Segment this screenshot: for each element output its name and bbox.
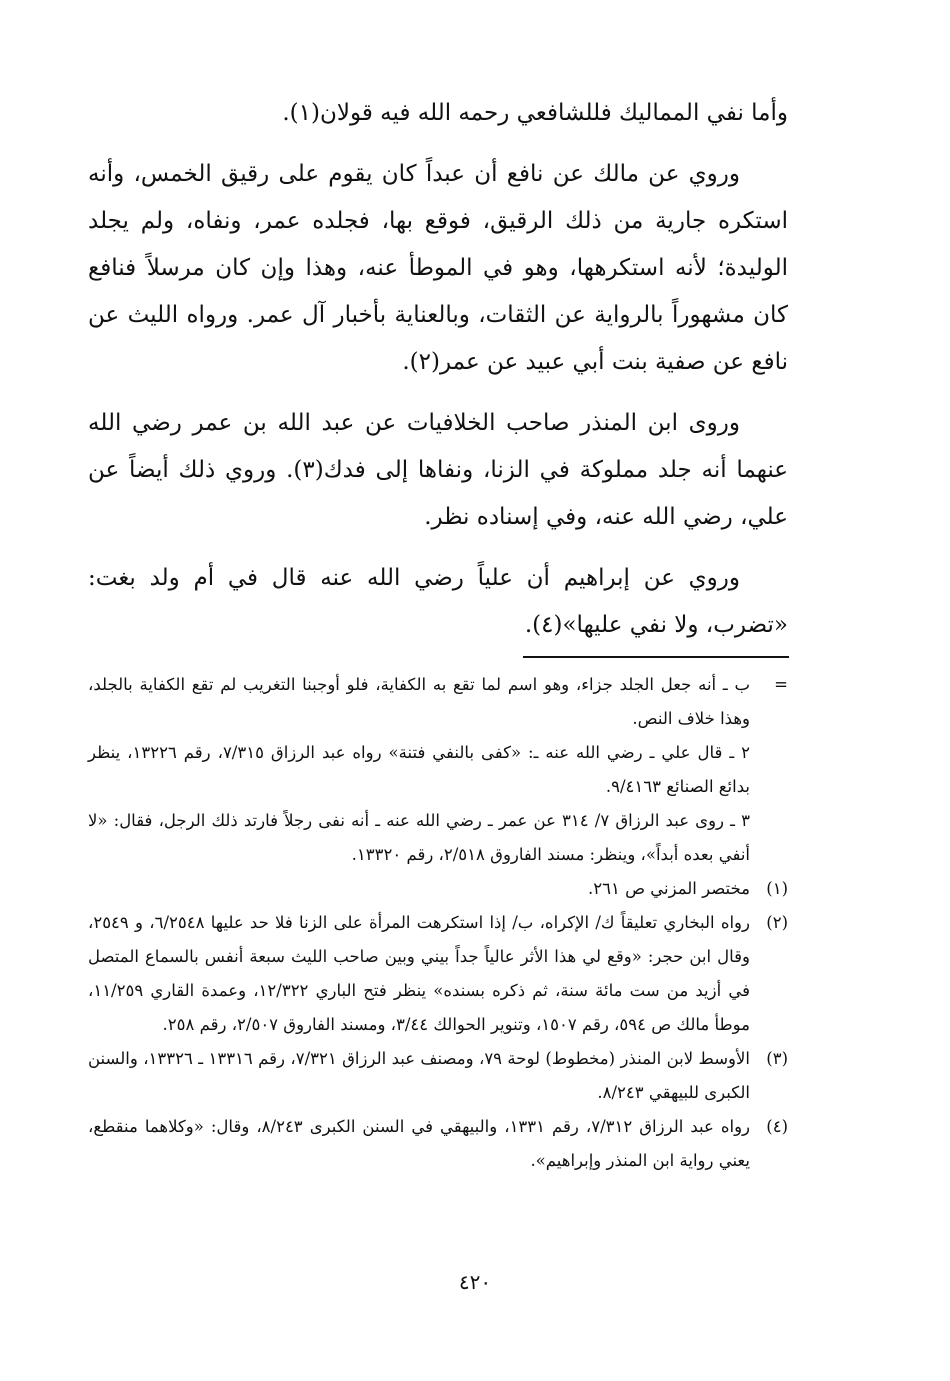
footnote-marker: (٢) bbox=[766, 913, 788, 932]
paragraph: وروي عن إبراهيم أن علياً رضي الله عنه قال في أم ولد بغت: «تضرب، ولا نفي عليها»(٤). bbox=[88, 565, 788, 638]
footnote-text: ب ـ أنه جعل الجلد جزاء، وهو اسم لما تقع به الكفاية، فلو أوجبنا التغريب لم تقع الكفاية بالجلد، وهذا خلاف النص. bbox=[88, 675, 750, 728]
paragraph: وأما نفي المماليك فللشافعي رحمه الله فيه قولان(١). bbox=[282, 100, 788, 126]
footnote-marker: (١) bbox=[766, 879, 788, 898]
paragraph: وروى ابن المنذر صاحب الخلافيات عن عبد الله بن عمر رضي الله عنهما أنه جلد مملوكة في الزنا، ونفاها إلى فدك(٣). وروي ذلك أيضاً عن علي، رضي الله عنه، وفي إسناده نظر. bbox=[88, 410, 789, 530]
footnote-marker: (٣) bbox=[766, 1049, 788, 1068]
footnote-marker: (٤) bbox=[766, 1117, 788, 1136]
main-text bbox=[88, 90, 788, 663]
footnote-continuation bbox=[88, 668, 788, 736]
footnote-text: مختصر المزني ص ٢٦١. bbox=[587, 879, 750, 898]
footnote bbox=[88, 906, 788, 1042]
footnote-text: الأوسط لابن المنذر (مخطوط) لوحة ٧٩، ومصنف عبد الرزاق ٧/٣٢١، رقم ١٣٣١٦ ـ ١٣٣٢٦، والسنن الكبرى للبيهقي ٨/٢٤٣. bbox=[88, 1049, 750, 1102]
footnote bbox=[88, 1042, 788, 1110]
footnote-subnote bbox=[88, 736, 788, 804]
footnote-text: رواه البخاري تعليقاً ك/ الإكراه، ب/ إذا استكرهت المرأة على الزنا فلا حد عليها ٦/٢٥٤٨، و ٢٥٤٩، وقال ابن حجر: «وقع لي هذا الأثر عالياً جداً بيني وبين صاحب الليث سبعة أنفس بالسماع المتصل في أزيد من ست مائة سنة، ثم ذكره بسنده» ينظر فتح الباري ١٢/٣٢٢، وعمدة القاري ١١/٢٥٩، موطأ مالك ص ٥٩٤، رقم ١٥٠٧، وتنوير الحوالك ٣/٤٤، ومسند الفاروق ٢/٥٠٧، رقم ٢٥٨. bbox=[88, 913, 750, 1034]
footnote-separator bbox=[523, 656, 789, 658]
page-number: ٤٢٠ bbox=[458, 1270, 492, 1294]
footnote-text: ٣ ـ روى عبد الرزاق ٧/ ٣١٤ عن عمر ـ رضي الله عنه ـ أنه نفى رجلاً فارتد ذلك الرجل، فقال: «لا أنفي بعده أبداً»، وينظر: مسند الفاروق ٢/٥١٨، رقم ١٣٣٢٠. bbox=[88, 811, 750, 864]
footnote-text: ٢ ـ قال علي ـ رضي الله عنه ـ: «كفى بالنفي فتنة» رواه عبد الرزاق ٧/٣١٥، رقم ١٣٢٢٦، ينظر بدائع الصنائع ٩/٤١٦٣. bbox=[88, 743, 751, 796]
continuation-marker: = bbox=[774, 675, 788, 694]
paragraph: وروي عن مالك عن نافع أن عبداً كان يقوم على رقيق الخمس، وأنه استكره جارية من ذلك الرقيق، فوقع بها، فجلده عمر، ونفاه، ولم يجلد الوليدة؛ لأنه استكرهها، وهو في الموطأ عنه، وهذا وإن كان مرسلاً فنافع كان مشهوراً بالرواية عن الثقات، وبالعناية بأخبار آل عمر. ورواه الليث عن نافع عن صفية بنت أبي عبيد عن عمر(٢). bbox=[88, 161, 788, 375]
footnote bbox=[88, 872, 788, 906]
footnote-text: رواه عبد الرزاق ٧/٣١٢، رقم ١٣٣١، والبيهقي في السنن الكبرى ٨/٢٤٣، وقال: «وكلاهما منقطع، يعني رواية ابن المنذر وإبراهيم». bbox=[88, 1117, 751, 1170]
footnote-subnote bbox=[88, 804, 788, 872]
footnote bbox=[88, 1110, 788, 1178]
footnotes bbox=[88, 668, 788, 1178]
